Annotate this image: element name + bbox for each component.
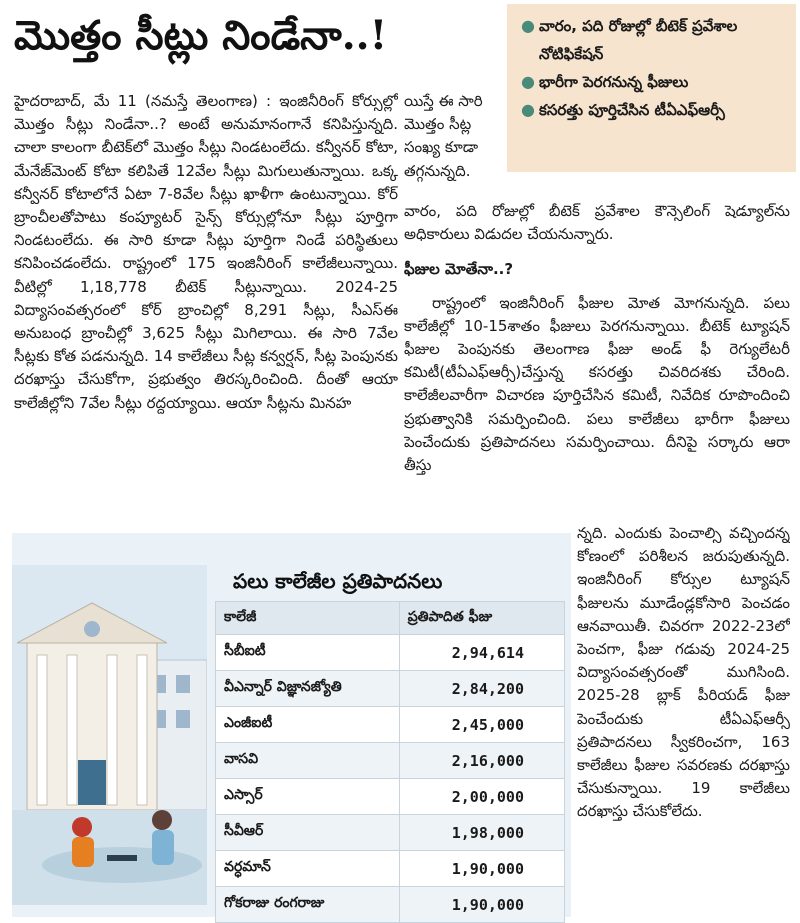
fee-cell: 2,84,200	[399, 671, 564, 707]
table-row	[216, 815, 565, 851]
article-column-1	[14, 90, 398, 526]
column-header-college: కాలేజీ	[216, 602, 400, 635]
college-cell: గోకరాజు రంగరాజు	[216, 887, 400, 923]
fee-cell: 2,00,000	[399, 779, 564, 815]
article-paragraph: వారం, పది రోజుల్లో బీటెక్ ప్రవేశాల కౌన్సెలింగ్ షెడ్యూల్‌ను అధికారులు విడుదల చేయనున్నారు.	[404, 202, 790, 244]
article-column-3	[577, 522, 790, 917]
fee-cell: 2,94,614	[399, 635, 564, 671]
college-cell: సీవీఆర్	[216, 815, 400, 851]
article-paragraph: న్నది. ఎందుకు పెంచాల్సి వచ్చిందన్న కోణంలో పరిశీలన జరుపుతున్నది. ఇంజినీరింగ్ కోర్సుల ట్యూషన్ ఫీజులను మూడేండ్లకోసారి పెంచడం ఆనవాయితీ. చివరగా 2022-23లో పెంచగా, ఫీజు గడువు 2024-25 విద్యాసంవత్సరంతో ముగిసింది. 2025-28 బ్లాక్ పీరియడ్ ఫీజు పెంచేందుకు టీఏఎఫ్‌ఆర్సీ ప్రతిపాదనలు స్వీకరించగా, 163 కాలేజీలు ఫీజుల సవరణకు దరఖాస్తు చేసుకున్నాయి. 19 కాలేజీలు దరఖాస్తు చేసుకోలేదు.	[577, 524, 790, 821]
table-row	[216, 851, 565, 887]
article-paragraph: హైదరాబాద్, మే 11 (నమస్తే తెలంగాణ) : ఇంజినీరింగ్ కోర్సుల్లో మొత్తం సీట్లు నిండేనా..? అంటే అనుమానంగానే కనిపిస్తున్నది. చాలా కాలంగా బీటెక్‌లో మొత్తం సీట్లు నిండటంలేదు. కన్వీనర్ కోటా, మేనేజ్‌మెంట్ కోటా కలిపితే 12వేల సీట్లు మిగులుతున్నాయి. ఒక్క కన్వీనర్ కోటాలోనే ఏటా 7-8వేల సీట్లు ఖాళీగా ఉంటున్నాయి. కోర్ బ్రాంచీలతోపాటు కంప్యూటర్ సైన్స్ కోర్సుల్లోనూ సీట్లు పూర్తిగా నిండటంలేదు. ఈ సారి కూడా సీట్లు పూర్తిగా నిండే పరిస్థితులు కనిపించడంలేదు. రాష్ట్రంలో 175 ఇంజినీరింగ్ కాలేజీలున్నాయి. వీటిల్లో 1,18,778 బీటెక్ సీట్లున్నాయి. 2024-25 విద్యాసంవత్సరంలో కోర్ బ్రాంచిల్లో 8,291 సీట్లు, సీఎస్‌ఈ అనుబంధ బ్రాంచీల్లో 3,625 సీట్లు మిగిలాయి. ఈ సారి 7వేల సీట్లకు కోత పడనున్నది. 14 కాలేజీలు సీట్ల కన్వర్షన్, సీట్ల పెంపునకు దరఖాస్తు చేసుకోగా, ప్రభుత్వం తిరస్కరించింది. దీంతో ఆయా కాలేజీల్లోని 7వేల సీట్లు రద్దయ్యాయి. ఆయా సీట్లను మినహ	[14, 92, 398, 412]
fee-cell: 2,16,000	[399, 743, 564, 779]
article-paragraph: రాష్ట్రంలో ఇంజినీరింగ్ ఫీజుల మోత మోగనున్నది. పలు కాలేజీల్లో 10-15శాతం ఫీజులు పెరగనున్నాయి. బీటెక్ ట్యూషన్ ఫీజుల పెంపునకు తెలంగాణ ఫీజు అండ్ ఫీ రెగ్యులేటరీ కమిటీ(టీఏఎఫ్‌ఆర్సీ)చేస్తున్న కసరత్తు చివరిదశకు చేరింది. కాలేజీలవారీగా విచారణ పూర్తిచేసిన కమిటీ, నివేదిక రూపొందించి ప్రభుత్వానికి సమర్పించింది. పలు కాలేజీలు భారీగా ఫీజులు పెంచేందుకు ప్రతిపాదనలు సమర్పించాయి. దీనిపై సర్కారు ఆరా తీస్తు	[404, 293, 790, 475]
article-column-2-top	[404, 90, 504, 200]
table-row	[216, 779, 565, 815]
bullet-icon: ●	[521, 16, 535, 35]
highlight-item: ● వారం, పది రోజుల్లో బీటెక్ ప్రవేశాల నోటిఫికేషన్	[521, 12, 788, 68]
college-cell: వీఎన్నార్ విజ్ఞానజ్యోతి	[216, 671, 400, 707]
table-row	[216, 707, 565, 743]
table-row	[216, 635, 565, 671]
table-header-row	[216, 602, 565, 635]
table-row	[216, 671, 565, 707]
bullet-icon: ●	[521, 100, 535, 119]
fee-cell: 1,90,000	[399, 887, 564, 923]
headline: మొత్తం సీట్లు నిండేనా..!	[14, 12, 388, 59]
bullet-icon: ●	[521, 72, 535, 91]
fee-cell: 2,45,000	[399, 707, 564, 743]
highlights-box	[507, 4, 796, 172]
highlight-item: ● కసరత్తు పూర్తిచేసిన టీఏఎఫ్‌ఆర్సీ	[521, 96, 788, 124]
article-paragraph: యిస్తే ఈ సారి మొత్తం సీట్ల సంఖ్య కూడా తగ్గనున్నది.	[404, 92, 483, 180]
table-row	[216, 887, 565, 923]
college-cell: సీబీఐటీ	[216, 635, 400, 671]
table-title: పలు కాలేజీల ప్రతిపాదనలు	[233, 569, 443, 593]
college-cell: ఎస్సార్	[216, 779, 400, 815]
fee-cell: 1,98,000	[399, 815, 564, 851]
table-row	[216, 743, 565, 779]
fee-cell: 1,90,000	[399, 851, 564, 887]
column-header-fee: ప్రతిపాదిత ఫీజు	[399, 602, 564, 635]
college-cell: వర్ధమాన్	[216, 851, 400, 887]
subheading: ఫీజుల మోతేనా..?	[404, 260, 514, 279]
fee-proposals-table	[215, 601, 565, 923]
college-cell: వాసవి	[216, 743, 400, 779]
article-column-2	[404, 200, 790, 522]
college-illustration	[12, 565, 207, 905]
highlight-item: ● భారీగా పెరగనున్న ఫీజులు	[521, 68, 788, 96]
college-cell: ఎంజీఐటీ	[216, 707, 400, 743]
